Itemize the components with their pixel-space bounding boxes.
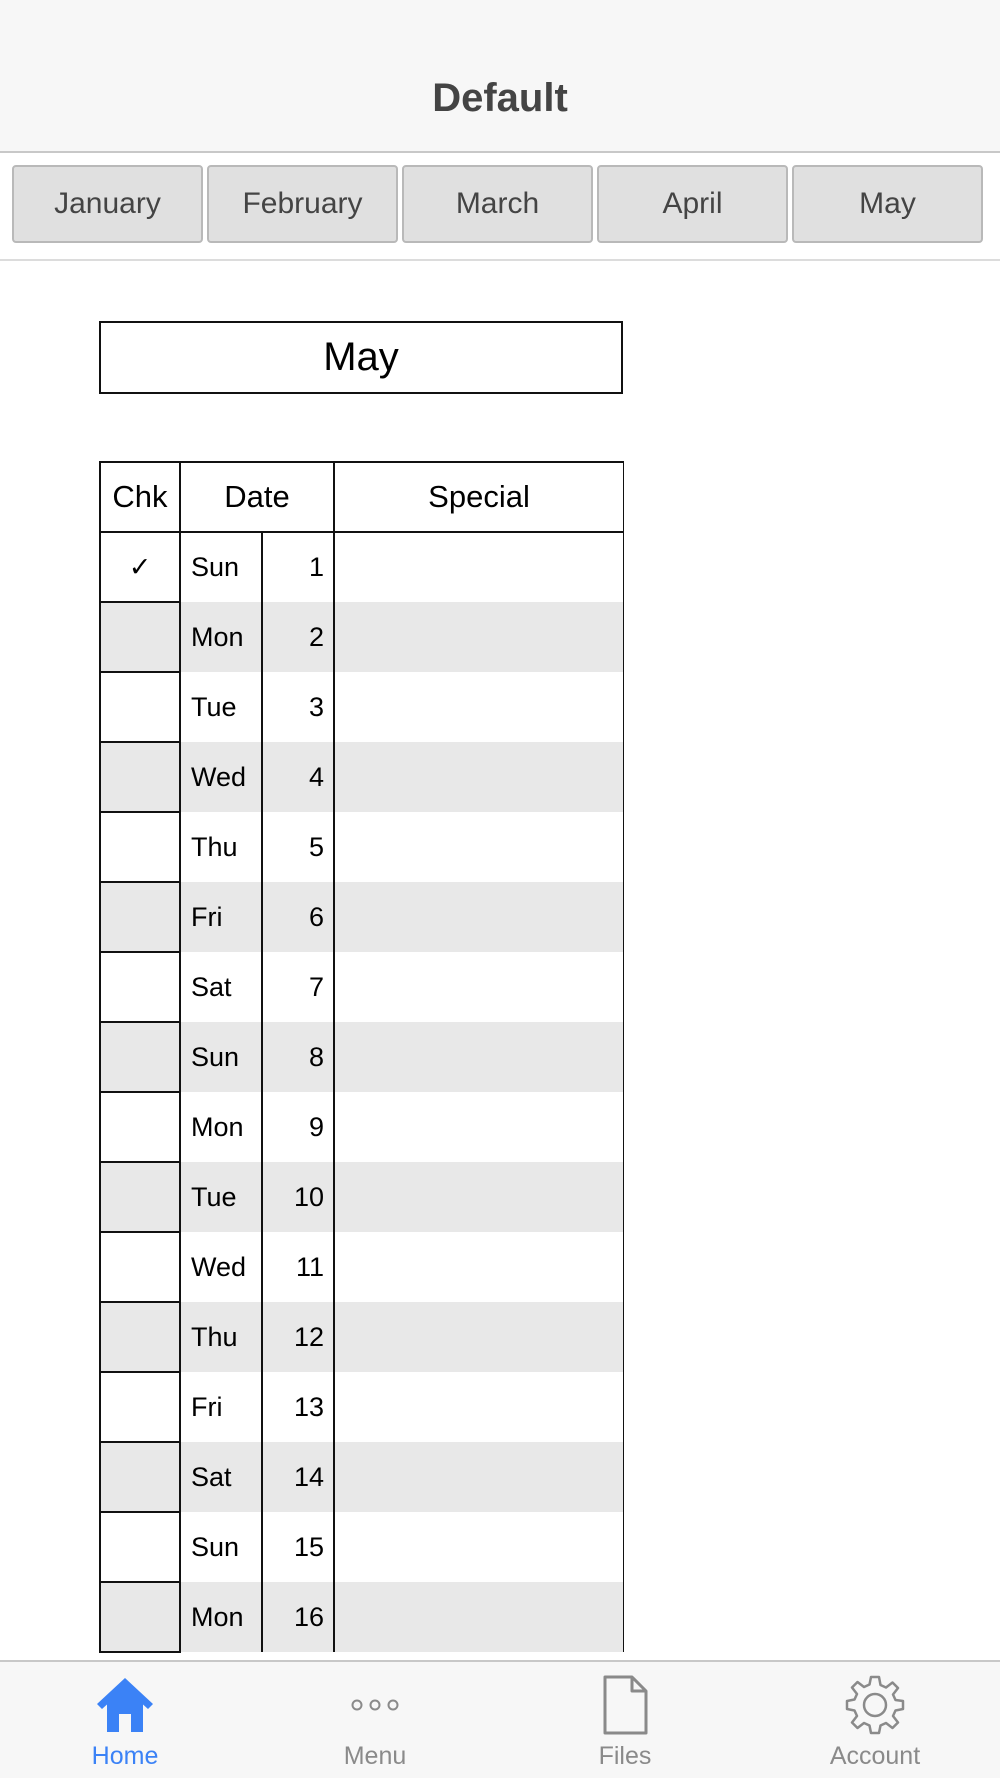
row-checkbox[interactable] [100, 1162, 180, 1232]
table-row [100, 1372, 624, 1442]
date-number-cell: 3 [262, 672, 334, 742]
month-title: May [99, 321, 623, 394]
tab-account-label: Account [829, 1742, 921, 1770]
date-number-cell: 12 [262, 1302, 334, 1372]
tab-menu[interactable] [250, 1662, 500, 1778]
special-cell[interactable] [334, 1372, 624, 1442]
special-cell[interactable] [334, 532, 624, 602]
column-header-chk: Chk [100, 462, 180, 532]
month-selector [0, 153, 1000, 261]
page-title: Default [432, 76, 568, 120]
date-number-cell: 1 [262, 532, 334, 602]
special-cell[interactable] [334, 1582, 624, 1652]
weekday-cell: Mon [180, 1582, 262, 1652]
table-row [100, 952, 624, 1022]
special-cell[interactable] [334, 1162, 624, 1232]
row-checkbox[interactable] [100, 1582, 180, 1652]
special-cell[interactable] [334, 742, 624, 812]
tab-menu-label: Menu [343, 1742, 407, 1770]
date-number-cell: 13 [262, 1372, 334, 1442]
weekday-cell: Thu [180, 812, 262, 882]
table-row [100, 742, 624, 812]
table-row [100, 1302, 624, 1372]
special-cell[interactable] [334, 882, 624, 952]
calendar-table [99, 461, 624, 1653]
date-number-cell: 4 [262, 742, 334, 812]
gear-icon [750, 1674, 1000, 1736]
more-icon [250, 1674, 500, 1736]
weekday-cell: Mon [180, 1092, 262, 1162]
date-number-cell: 16 [262, 1582, 334, 1652]
home-icon [0, 1674, 250, 1736]
table-row [100, 1022, 624, 1092]
table-row [100, 812, 624, 882]
table-row [100, 1582, 624, 1652]
row-checkbox[interactable] [100, 742, 180, 812]
special-cell[interactable] [334, 1512, 624, 1582]
month-button-february[interactable]: February [207, 165, 398, 243]
special-cell[interactable] [334, 672, 624, 742]
file-icon [500, 1674, 750, 1736]
row-checkbox[interactable] [100, 1302, 180, 1372]
row-checkbox[interactable] [100, 1442, 180, 1512]
month-button-march[interactable]: March [402, 165, 593, 243]
weekday-cell: Fri [180, 1372, 262, 1442]
special-cell[interactable] [334, 812, 624, 882]
row-checkbox[interactable] [100, 672, 180, 742]
table-row [100, 1162, 624, 1232]
month-button-april[interactable]: April [597, 165, 788, 243]
tab-files-label: Files [598, 1742, 652, 1770]
tab-files[interactable] [500, 1662, 750, 1778]
special-cell[interactable] [334, 952, 624, 1022]
table-row [100, 1442, 624, 1512]
table-row [100, 1512, 624, 1582]
special-cell[interactable] [334, 602, 624, 672]
weekday-cell: Wed [180, 742, 262, 812]
date-number-cell: 9 [262, 1092, 334, 1162]
date-number-cell: 14 [262, 1442, 334, 1512]
row-checkbox[interactable] [100, 1232, 180, 1302]
row-checkbox[interactable] [100, 532, 180, 602]
date-number-cell: 15 [262, 1512, 334, 1582]
weekday-cell: Mon [180, 602, 262, 672]
weekday-cell: Tue [180, 1162, 262, 1232]
special-cell[interactable] [334, 1092, 624, 1162]
date-number-cell: 10 [262, 1162, 334, 1232]
table-row [100, 1232, 624, 1302]
table-row [100, 1092, 624, 1162]
month-button-may[interactable]: May [792, 165, 983, 243]
weekday-cell: Tue [180, 672, 262, 742]
special-cell[interactable] [334, 1302, 624, 1372]
weekday-cell: Fri [180, 882, 262, 952]
tab-home[interactable] [0, 1662, 250, 1778]
date-number-cell: 11 [262, 1232, 334, 1302]
checkmark-icon: ✓ [128, 551, 152, 582]
column-header-special: Special [334, 462, 624, 532]
row-checkbox[interactable] [100, 1022, 180, 1092]
weekday-cell: Thu [180, 1302, 262, 1372]
weekday-cell: Sun [180, 532, 262, 602]
date-number-cell: 2 [262, 602, 334, 672]
row-checkbox[interactable] [100, 952, 180, 1022]
table-row [100, 672, 624, 742]
calendar-grid [99, 461, 624, 1660]
table-row [100, 532, 624, 602]
weekday-cell: Sun [180, 1022, 262, 1092]
row-checkbox[interactable] [100, 1512, 180, 1582]
date-number-cell: 8 [262, 1022, 334, 1092]
weekday-cell: Sat [180, 1442, 262, 1512]
date-number-cell: 7 [262, 952, 334, 1022]
table-row [100, 602, 624, 672]
row-checkbox[interactable] [100, 812, 180, 882]
column-header-date: Date [180, 462, 334, 532]
date-number-cell: 6 [262, 882, 334, 952]
row-checkbox[interactable] [100, 602, 180, 672]
month-button-january[interactable]: January [12, 165, 203, 243]
date-number-cell: 5 [262, 812, 334, 882]
tab-account[interactable] [750, 1662, 1000, 1778]
table-header-row [100, 462, 624, 532]
special-cell[interactable] [334, 1022, 624, 1092]
tab-bar [0, 1660, 1000, 1778]
weekday-cell: Sun [180, 1512, 262, 1582]
row-checkbox[interactable] [100, 882, 180, 952]
weekday-cell: Wed [180, 1232, 262, 1302]
weekday-cell: Sat [180, 952, 262, 1022]
row-checkbox[interactable] [100, 1372, 180, 1442]
tab-home-label: Home [91, 1742, 159, 1770]
special-cell[interactable] [334, 1232, 624, 1302]
row-checkbox[interactable] [100, 1092, 180, 1162]
table-row [100, 882, 624, 952]
nav-header [0, 0, 1000, 153]
special-cell[interactable] [334, 1442, 624, 1512]
